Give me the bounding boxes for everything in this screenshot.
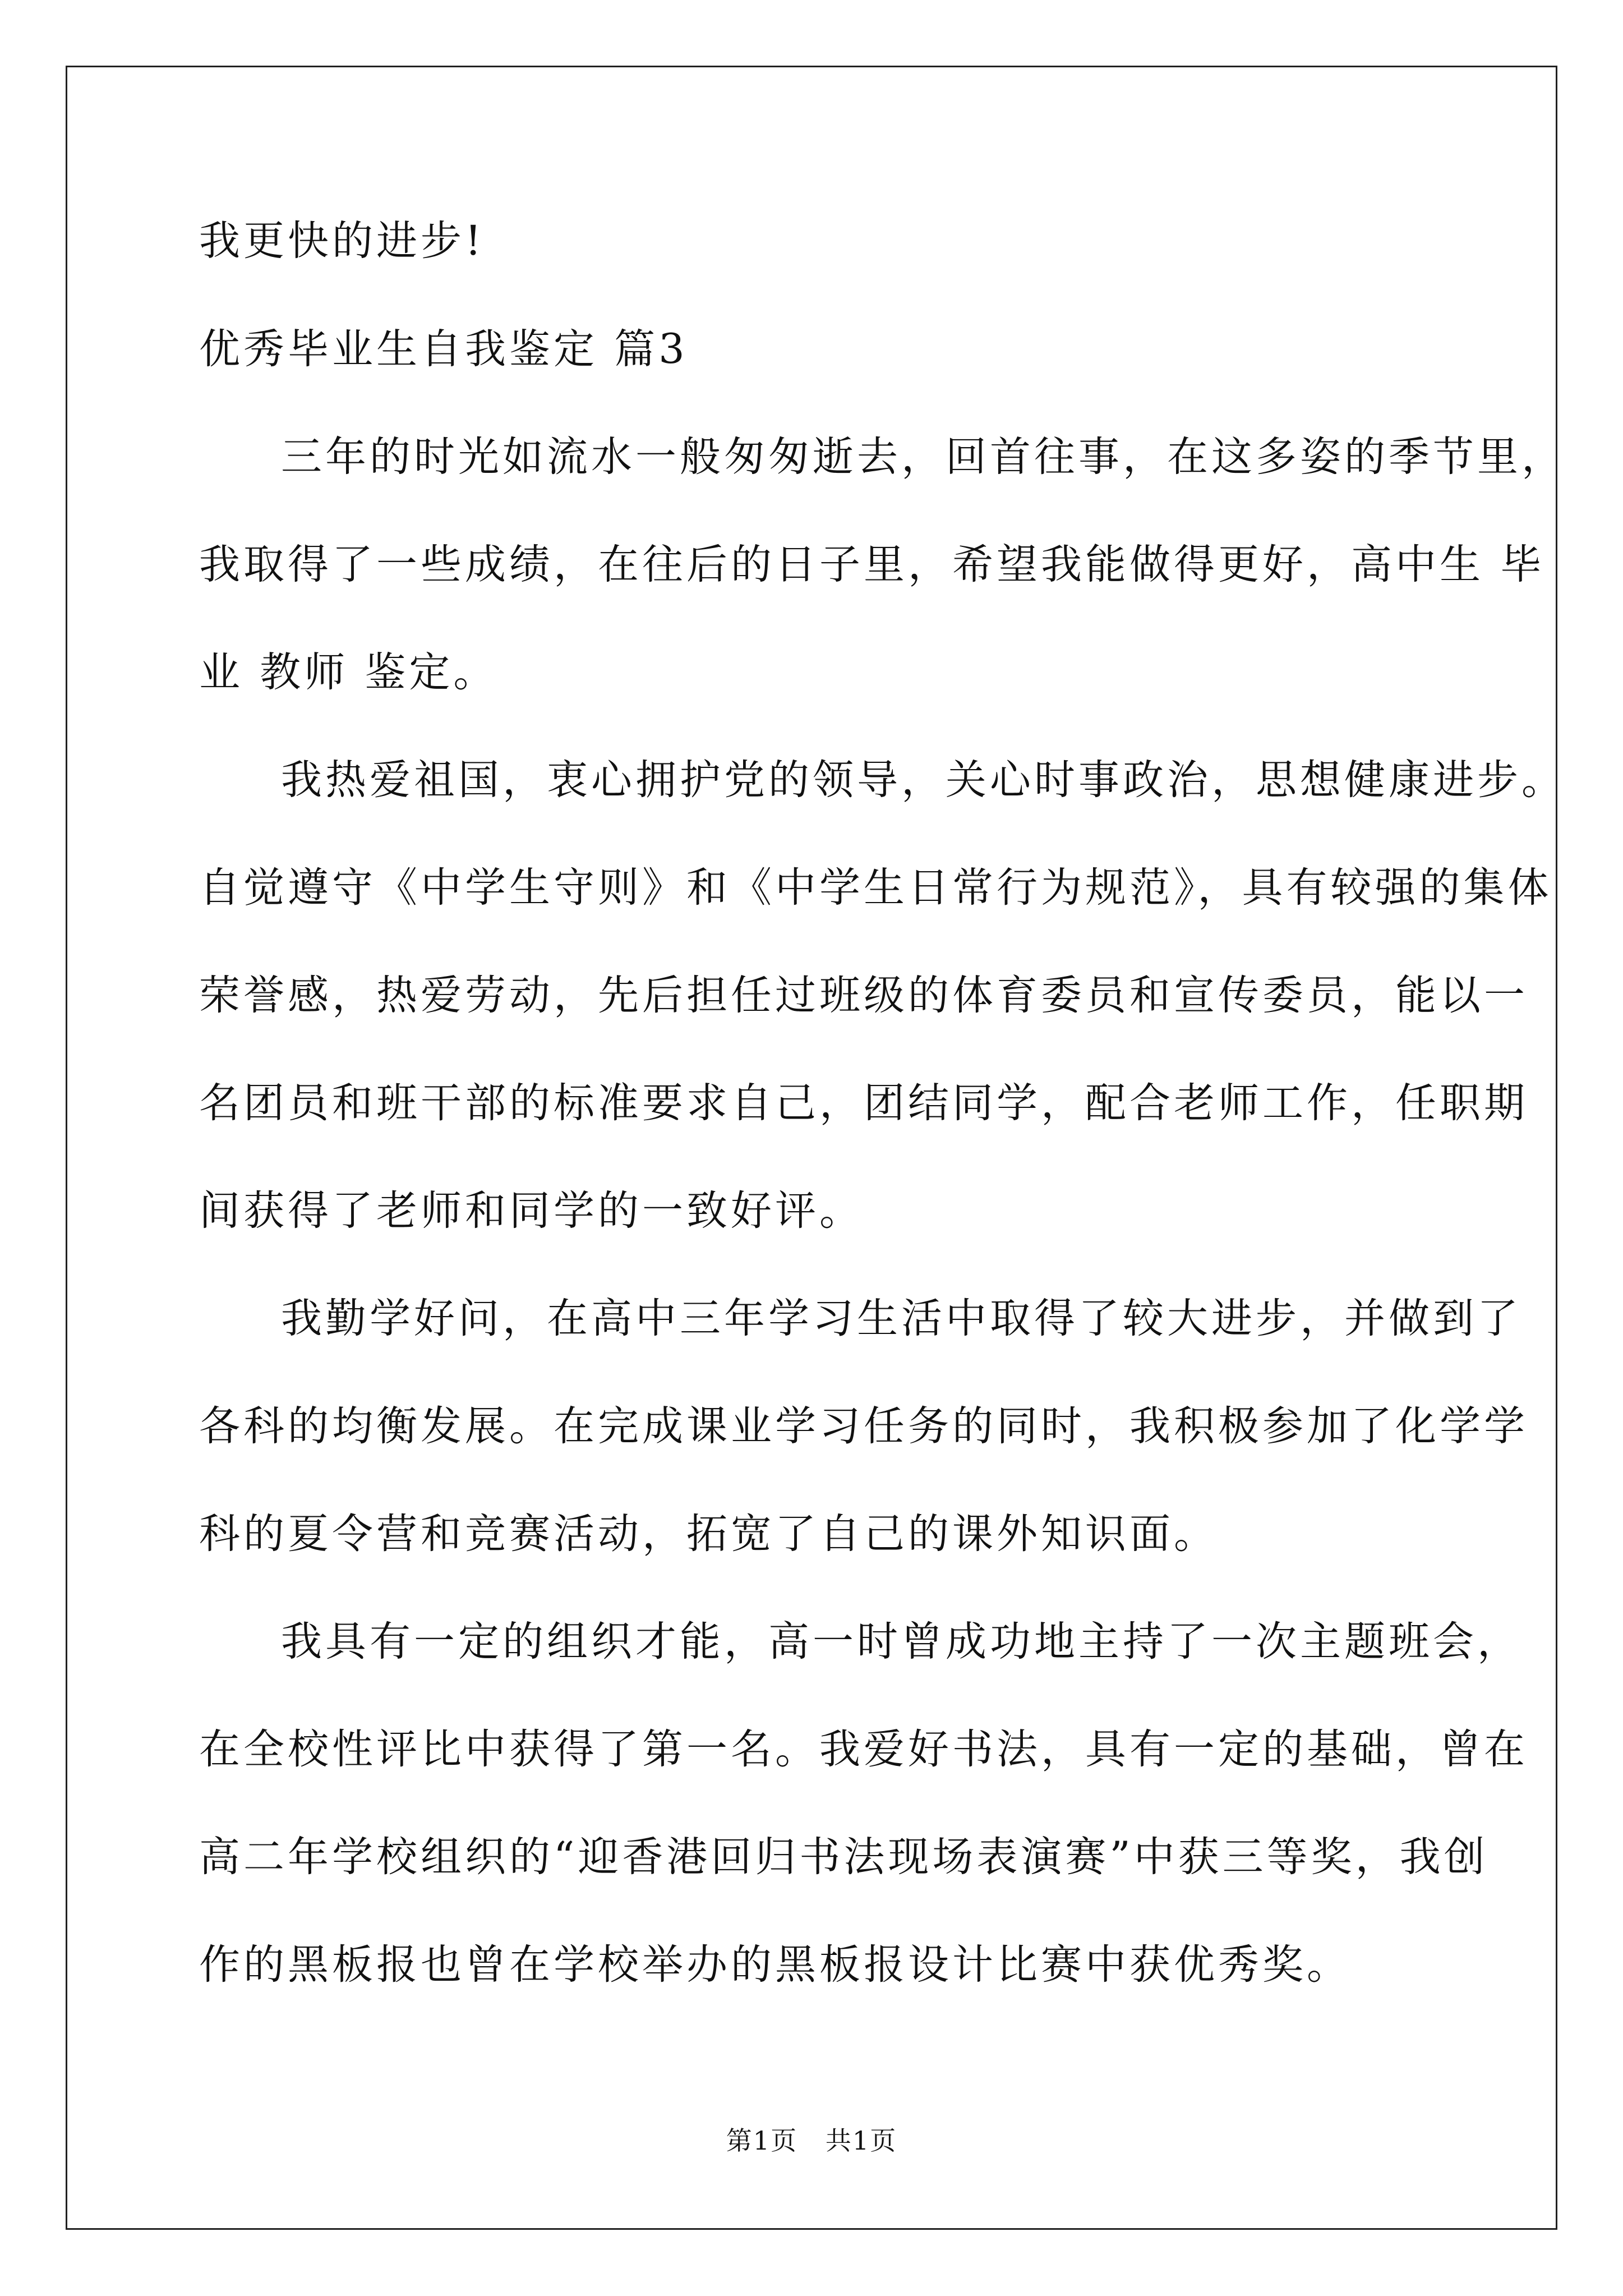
paragraph-line: 作的黑板报也曾在学校举办的黑板报设计比赛中获优秀奖。 [199,1941,1351,1989]
paragraph-line: 我取得了一些成绩，在往后的日子里，希望我能做得更好，高中生 毕 [199,541,1545,588]
section-heading: 优秀毕业生自我鉴定 篇3 [199,325,688,373]
paragraph-line: 在全校性评比中获得了第一名。我爱好书法，具有一定的基础，曾在 [199,1726,1528,1773]
paragraph-line: 高二年学校组织的“迎香港回归书法现场表演赛”中获三等奖，我创 [199,1833,1488,1881]
paragraph-line: 业 教师 鉴定。 [199,648,498,696]
paragraph-line: 我勤学好问，在高中三年学习生活中取得了较大进步，并做到了 [281,1295,1521,1342]
paragraph-line: 各科的均衡发展。在完成课业学习任务的同时，我积极参加了化学学 [199,1402,1528,1450]
paragraph-line: 三年的时光如流水一般匆匆逝去，回首往事，在这多姿的季节里， [281,433,1566,481]
paragraph-line: 我具有一定的组织才能，高一时曾成功地主持了一次主题班会， [281,1618,1521,1665]
paragraph-line: 我热爱祖国，衷心拥护党的领导，关心时事政治，思想健康进步。 [281,756,1566,804]
paragraph-line: 间获得了老师和同学的一致好评。 [199,1187,864,1235]
text-line: 我更快的进步! [199,217,485,265]
page-border [66,66,1557,2230]
page-number-footer: 第1页 共1页 [726,2125,897,2156]
paragraph-line: 自觉遵守《中学生守则》和《中学生日常行为规范》，具有较强的集体 [199,864,1552,912]
paragraph-line: 科的夏令营和竞赛活动，拓宽了自己的课外知识面。 [199,1510,1218,1558]
paragraph-line: 名团员和班干部的标准要求自己，团结同学，配合老师工作，任职期 [199,1079,1528,1127]
paragraph-line: 荣誉感，热爱劳动，先后担任过班级的体育委员和宣传委员，能以一 [199,972,1528,1019]
